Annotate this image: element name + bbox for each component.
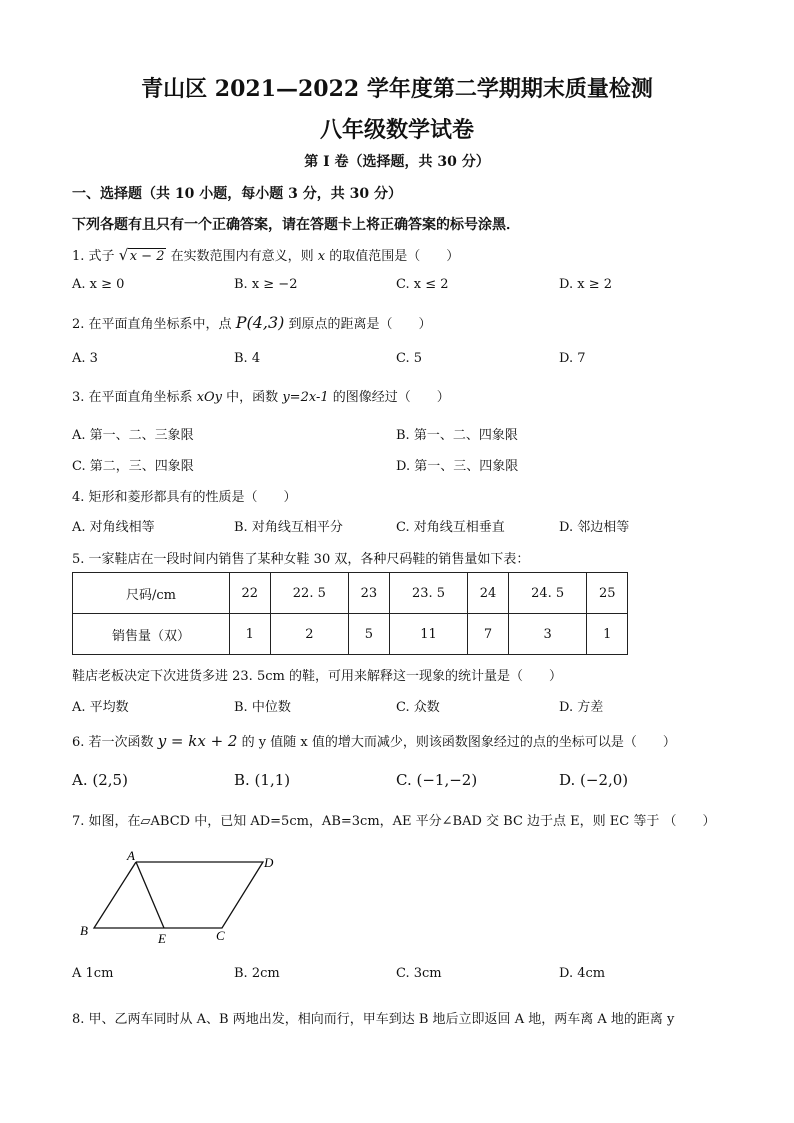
question-1-option-a[interactable]: A. x ≥ 0: [72, 277, 125, 292]
label-d: D: [264, 855, 274, 870]
question-6-option-b[interactable]: B. (1,1): [234, 771, 291, 789]
question-3-stem: 3. 在平面直角坐标系 xOy 中，函数 y=2x-1 的图像经过（ ）: [72, 390, 450, 405]
question-3-option-a[interactable]: A. 第一、二、三象限: [72, 428, 194, 443]
table-cell: 7: [468, 614, 509, 655]
bisector-ae: [136, 862, 164, 928]
question-1-option-c[interactable]: C. x ≤ 2: [396, 277, 449, 292]
table-row: [73, 573, 628, 614]
question-4-stem: 4. 矩形和菱形都具有的性质是（ ）: [72, 490, 297, 505]
table-cell: 24. 5: [508, 573, 587, 614]
question-2-option-c[interactable]: C. 5: [396, 351, 423, 366]
question-1-option-b[interactable]: B. x ≥ −2: [234, 277, 298, 292]
question-6-option-d[interactable]: D. (−2,0): [559, 771, 629, 789]
table-cell: 25: [587, 573, 628, 614]
question-5-option-a[interactable]: A. 平均数: [72, 700, 129, 715]
question-5-option-b[interactable]: B. 中位数: [234, 700, 291, 715]
table-header-cell: 销售量（双）: [73, 614, 230, 655]
question-8-stem: 8. 甲、乙两车同时从 A、B 两地出发，相向而行，甲车到达 B 地后立即返回 A 地，两车离 A 地的距离 y: [72, 1012, 675, 1027]
question-6-stem: 6. 若一次函数 y = kx + 2 的 y 值随 x 值的增大而减少，则该函数图象经过的点的坐标可以是（ ）: [72, 732, 676, 750]
label-b: B: [80, 923, 88, 938]
question-1-stem: 1. 式子 √ x − 2 在实数范围内有意义，则 x 的取值范围是（ ）: [72, 246, 460, 264]
section-heading: 一、选择题（共 10 小题，每小题 3 分，共 30 分）: [72, 186, 402, 202]
question-5-option-d[interactable]: D. 方差: [559, 700, 604, 715]
table-cell: 2: [270, 614, 349, 655]
instruction-text: 下列各题有且只有一个正确答案，请在答题卡上将正确答案的标号涂黑．: [72, 217, 520, 233]
question-3-option-d[interactable]: D. 第一、三、四象限: [396, 459, 519, 474]
question-2-option-b[interactable]: B. 4: [234, 351, 261, 366]
parallelogram-figure: [72, 842, 292, 948]
table-header-cell: 尺码/cm: [73, 573, 230, 614]
question-2-option-d[interactable]: D. 7: [559, 351, 586, 366]
parallelogram-outline: [94, 862, 263, 928]
label-c: C: [216, 928, 225, 943]
question-5-option-c[interactable]: C. 众数: [396, 700, 440, 715]
question-4-option-d[interactable]: D. 邻边相等: [559, 520, 630, 535]
question-4-option-b[interactable]: B. 对角线互相平分: [234, 520, 343, 535]
sales-table: [72, 572, 628, 655]
table-cell: 5: [349, 614, 390, 655]
question-6-option-c[interactable]: C. (−1,−2): [396, 771, 478, 789]
table-cell: 22. 5: [270, 573, 349, 614]
exam-subtitle: 八年级数学试卷: [319, 117, 474, 143]
table-cell: 23. 5: [389, 573, 468, 614]
table-cell: 22: [230, 573, 271, 614]
table-cell: 3: [508, 614, 587, 655]
question-7-stem: 7. 如图，在▱ABCD 中，已知 AD=5cm，AB=3cm，AE 平分∠BAD 交 BC 边于点 E，则 EC 等于 （ ）: [72, 814, 716, 829]
question-2-option-a[interactable]: A. 3: [72, 351, 98, 366]
table-row: [73, 614, 628, 655]
question-5-followup: 鞋店老板决定下次进货多进 23. 5cm 的鞋，可用来解释这一现象的统计量是（ ）: [72, 669, 562, 684]
question-1-option-d[interactable]: D. x ≥ 2: [559, 277, 612, 292]
question-2-stem: 2. 在平面直角坐标系中，点 P(4,3) 到原点的距离是（ ）: [72, 313, 432, 332]
table-cell: 23: [349, 573, 390, 614]
question-5-stem: 5. 一家鞋店在一段时间内销售了某种女鞋 30 双，各种尺码鞋的销售量如下表：: [72, 552, 530, 567]
question-3-option-c[interactable]: C. 第二，三、四象限: [72, 459, 194, 474]
table-cell: 11: [389, 614, 468, 655]
question-7-option-a[interactable]: A 1cm: [72, 966, 114, 981]
volume-heading: 第 I 卷（选择题，共 30 分）: [304, 154, 490, 170]
label-a: A: [127, 848, 135, 863]
question-7-option-c[interactable]: C. 3cm: [396, 966, 442, 981]
exam-title: 青山区 2021—2022 学年度第二学期期末质量检测: [141, 76, 653, 102]
table-cell: 1: [587, 614, 628, 655]
question-4-option-c[interactable]: C. 对角线互相垂直: [396, 520, 505, 535]
question-7-option-b[interactable]: B. 2cm: [234, 966, 280, 981]
label-e: E: [158, 931, 166, 946]
question-3-option-b[interactable]: B. 第一、二、四象限: [396, 428, 518, 443]
question-4-option-a[interactable]: A. 对角线相等: [72, 520, 155, 535]
question-7-option-d[interactable]: D. 4cm: [559, 966, 606, 981]
table-cell: 24: [468, 573, 509, 614]
table-cell: 1: [230, 614, 271, 655]
sqrt-expression: √ x − 2: [118, 246, 165, 264]
question-6-option-a[interactable]: A. (2,5): [72, 771, 128, 789]
